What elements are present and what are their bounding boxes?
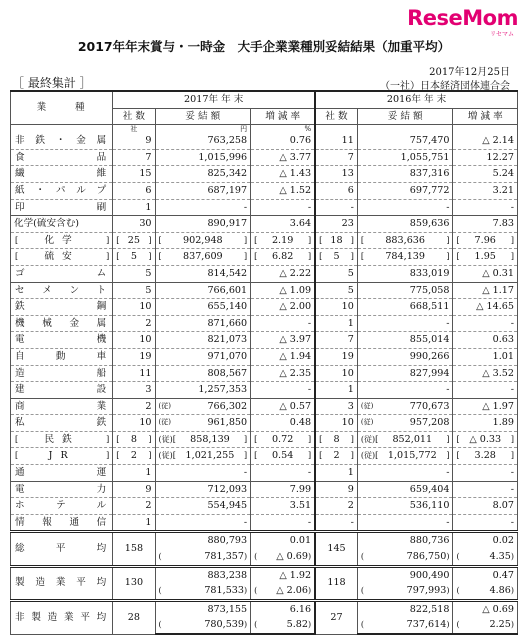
industry-name: 電機: [11, 332, 113, 349]
change-2017: 7.99: [251, 481, 315, 498]
companies-2017: [ 25 ]: [113, 232, 155, 249]
amount-2017: -: [155, 514, 251, 532]
amount-2017: [ 837,609 ]: [155, 249, 251, 266]
change-2016: 0.63: [453, 332, 518, 349]
table-row: [11, 232, 518, 249]
industry-name: 商業: [11, 398, 113, 415]
table-row: [11, 282, 518, 299]
bonus-table: [10, 90, 518, 635]
companies-2016: 3: [315, 398, 357, 415]
change-2017: -: [251, 199, 315, 216]
companies-2016: 7: [315, 332, 357, 349]
companies-2017: [ 2 ]: [113, 448, 155, 465]
companies-2016: 6: [315, 182, 357, 199]
summary-amount-2017-alt: ( 781,533): [155, 583, 251, 600]
change-2016: -: [453, 315, 518, 332]
change-2017: △ 3.77: [251, 149, 315, 166]
amount-2017: 890,917: [155, 216, 251, 233]
amount-2017: 763,258: [155, 133, 251, 149]
change-2016: △ 3.52: [453, 365, 518, 382]
companies-2016: 1: [315, 382, 357, 399]
change-2017: 3.64: [251, 216, 315, 233]
companies-2017: 1: [113, 514, 155, 532]
summary-amount-2016: 822,518: [357, 600, 453, 617]
table-row: [11, 448, 518, 465]
companies-2016: [ 5 ]: [315, 249, 357, 266]
table-row: [11, 348, 518, 365]
table-row: [11, 133, 518, 149]
summary-row: [11, 532, 518, 549]
amount-2017: (従)[ 858,139 ]: [155, 431, 251, 448]
summary-companies-2017: 158: [113, 532, 155, 566]
amount-2016: 757,470: [357, 133, 453, 149]
header-change-2017: 増 減 率: [251, 108, 315, 125]
table-row: [11, 365, 518, 382]
change-2016: [ 7.96 ]: [453, 232, 518, 249]
amount-2016: -: [357, 199, 453, 216]
table-row: [11, 398, 518, 415]
companies-2017: 30: [113, 216, 155, 233]
companies-2017: 2: [113, 498, 155, 515]
unit-row: [11, 125, 518, 134]
change-2016: 5.24: [453, 166, 518, 183]
amount-2016: 827,994: [357, 365, 453, 382]
header-row-years: [11, 91, 518, 108]
amount-2017: 971,070: [155, 348, 251, 365]
change-2017: [ 0.72 ]: [251, 431, 315, 448]
summary-name: 製造業平均: [11, 566, 113, 600]
amount-2017: -: [155, 465, 251, 482]
summary-amount-2016-alt: ( 797,993): [357, 583, 453, 600]
companies-2017: 3: [113, 382, 155, 399]
change-2017: [ 2.19 ]: [251, 232, 315, 249]
change-2016: 1.01: [453, 348, 518, 365]
companies-2016: 7: [315, 149, 357, 166]
summary-amount-2016-alt: ( 786,750): [357, 549, 453, 566]
change-2017: △ 1.09: [251, 282, 315, 299]
change-2017: 0.48: [251, 415, 315, 432]
amount-2017: 712,093: [155, 481, 251, 498]
companies-2016: 11: [315, 133, 357, 149]
amount-2016: 668,511: [357, 299, 453, 316]
summary-name: 非製造業平均: [11, 600, 113, 634]
industry-name: 繊維: [11, 166, 113, 183]
industry-name: ホテル: [11, 498, 113, 515]
summary-companies-2016: 27: [315, 600, 357, 634]
companies-2017: 5: [113, 282, 155, 299]
summary-change-2017: △ 1.92: [251, 566, 315, 583]
table-row: [11, 481, 518, 498]
change-2016: 3.21: [453, 182, 518, 199]
amount-2017: 1,257,353: [155, 382, 251, 399]
summary-change-2017: 0.01: [251, 532, 315, 549]
summary-change-2017-alt: ( △ 0.69): [251, 549, 315, 566]
table-row: [11, 182, 518, 199]
industry-name: [ 硫安 ]: [11, 249, 113, 266]
table-row: [11, 166, 518, 183]
change-2016: [ △ 0.33 ]: [453, 431, 518, 448]
change-2016: -: [453, 481, 518, 498]
summary-companies-2016: 118: [315, 566, 357, 600]
companies-2016: 1: [315, 465, 357, 482]
change-2016: △ 14.65: [453, 299, 518, 316]
industry-name: 紙・パルプ: [11, 182, 113, 199]
change-2016: △ 2.14: [453, 133, 518, 149]
industry-name: 造船: [11, 365, 113, 382]
amount-2017: 687,197: [155, 182, 251, 199]
companies-2016: 10: [315, 415, 357, 432]
table-row: [11, 332, 518, 349]
amount-2016: -: [357, 465, 453, 482]
companies-2017: 2: [113, 398, 155, 415]
table-row: [11, 431, 518, 448]
companies-2017: 6: [113, 182, 155, 199]
header-2016: 2016年 年 末: [315, 91, 517, 108]
change-2016: -: [453, 465, 518, 482]
amount-2016: 659,404: [357, 481, 453, 498]
change-2017: -: [251, 315, 315, 332]
header-companies-2016: 社 数: [315, 108, 357, 125]
industry-name: 印刷: [11, 199, 113, 216]
amount-2016: -: [357, 315, 453, 332]
companies-2016: 23: [315, 216, 357, 233]
resemom-logo-sub: リセマム: [490, 31, 514, 38]
industry-name: [ 化学 ]: [11, 232, 113, 249]
companies-2017: 10: [113, 332, 155, 349]
companies-2016: 2: [315, 498, 357, 515]
summary-change-2017-alt: ( △ 2.06): [251, 583, 315, 600]
amount-2016: [ 784,139 ]: [357, 249, 453, 266]
companies-2016: 1: [315, 315, 357, 332]
companies-2016: 5: [315, 265, 357, 282]
change-2017: △ 2.22: [251, 265, 315, 282]
amount-2016: (従) 957,208: [357, 415, 453, 432]
change-2017: △ 3.97: [251, 332, 315, 349]
summary-amount-2016: 900,490: [357, 566, 453, 583]
companies-2016: [ 8 ]: [315, 431, 357, 448]
summary-change-2016: 0.47: [453, 566, 518, 583]
companies-2017: 11: [113, 365, 155, 382]
amount-2017: 814,542: [155, 265, 251, 282]
page-title: 2017年年末賞与・一時金 大手企業業種別妥結結果（加重平均）: [77, 39, 451, 54]
summary-companies-2017: 130: [113, 566, 155, 600]
table-row: [11, 216, 518, 233]
change-2017: [ 6.82 ]: [251, 249, 315, 266]
amount-2017: 554,945: [155, 498, 251, 515]
companies-2016: [ 18 ]: [315, 232, 357, 249]
companies-2016: -: [315, 199, 357, 216]
organization-name: （一社）日本経済団体連合会: [380, 81, 510, 92]
industry-name: 電力: [11, 481, 113, 498]
change-2017: △ 1.52: [251, 182, 315, 199]
amount-2016: -: [357, 514, 453, 532]
amount-2017: -: [155, 199, 251, 216]
companies-2017: 15: [113, 166, 155, 183]
change-2016: △ 0.31: [453, 265, 518, 282]
industry-name: [ JR ]: [11, 448, 113, 465]
change-2016: 1.89: [453, 415, 518, 432]
companies-2016: 9: [315, 481, 357, 498]
summary-change-2016: △ 0.69: [453, 600, 518, 617]
change-2017: -: [251, 382, 315, 399]
change-2017: -: [251, 514, 315, 532]
summary-change-2016: 0.02: [453, 532, 518, 549]
summary-amount-2017-alt: ( 781,357): [155, 549, 251, 566]
companies-2017: 7: [113, 149, 155, 166]
change-2017: △ 2.35: [251, 365, 315, 382]
change-2017: △ 1.43: [251, 166, 315, 183]
amount-2016: 536,110: [357, 498, 453, 515]
summary-amount-2017: 873,155: [155, 600, 251, 617]
change-2017: △ 0.57: [251, 398, 315, 415]
industry-name: 私鉄: [11, 415, 113, 432]
summary-row: [11, 600, 518, 617]
change-2016: [ 1.95 ]: [453, 249, 518, 266]
table-row: [11, 498, 518, 515]
industry-name: 鉄鋼: [11, 299, 113, 316]
industry-name: 食品: [11, 149, 113, 166]
summary-companies-2016: 145: [315, 532, 357, 566]
table-row: [11, 265, 518, 282]
header-2017: 2017年 年 末: [113, 91, 315, 108]
amount-2017: 766,601: [155, 282, 251, 299]
amount-2016: 859,636: [357, 216, 453, 233]
companies-2016: 19: [315, 348, 357, 365]
amount-2016: 1,055,751: [357, 149, 453, 166]
companies-2017: 9: [113, 481, 155, 498]
table-row: [11, 514, 518, 532]
table-row: [11, 465, 518, 482]
companies-2016: 10: [315, 299, 357, 316]
amount-2016: 837,316: [357, 166, 453, 183]
table-row: [11, 382, 518, 399]
amount-2017: (従)[ 1,021,255 ]: [155, 448, 251, 465]
companies-2017: [ 8 ]: [113, 431, 155, 448]
summary-change-2016-alt: ( 2.25): [453, 617, 518, 634]
change-2017: △ 1.94: [251, 348, 315, 365]
amount-2016: [ 883,636 ]: [357, 232, 453, 249]
summary-row: [11, 566, 518, 583]
change-2016: △ 1.17: [453, 282, 518, 299]
amount-2017: (従) 961,850: [155, 415, 251, 432]
companies-2017: 10: [113, 299, 155, 316]
summary-change-2016-alt: ( 4.86): [453, 583, 518, 600]
amount-2016: 990,266: [357, 348, 453, 365]
companies-2017: 9: [113, 133, 155, 149]
summary-amount-2017: 883,238: [155, 566, 251, 583]
summary-change-2016-alt: ( 4.35): [453, 549, 518, 566]
amount-2016: (従)[ 852,011 ]: [357, 431, 453, 448]
header-amount-2017: 妥 結 額: [155, 108, 251, 125]
unit-companies: 社: [113, 125, 155, 134]
summary-companies-2017: 28: [113, 600, 155, 634]
header-amount-2016: 妥 結 額: [357, 108, 453, 125]
amount-2017: 825,342: [155, 166, 251, 183]
change-2016: △ 1.97: [453, 398, 518, 415]
table-row: [11, 315, 518, 332]
companies-2017: 19: [113, 348, 155, 365]
companies-2017: 5: [113, 265, 155, 282]
header-companies-2017: 社 数: [113, 108, 155, 125]
amount-2016: 697,772: [357, 182, 453, 199]
amount-2017: [ 902,948 ]: [155, 232, 251, 249]
summary-amount-2017-alt: ( 780,539): [155, 617, 251, 634]
change-2017: [ 0.54 ]: [251, 448, 315, 465]
companies-2016: 10: [315, 365, 357, 382]
amount-2017: (従) 766,302: [155, 398, 251, 415]
amount-2017: 808,567: [155, 365, 251, 382]
change-2016: -: [453, 514, 518, 532]
change-2016: -: [453, 382, 518, 399]
table-row: [11, 415, 518, 432]
companies-2017: 1: [113, 465, 155, 482]
companies-2017: 10: [113, 415, 155, 432]
industry-name: 建設: [11, 382, 113, 399]
summary-change-2017: 6.16: [251, 600, 315, 617]
header-change-2016: 増 減 率: [453, 108, 518, 125]
unit-yen: 円: [155, 125, 251, 134]
companies-2016: [ 2 ]: [315, 448, 357, 465]
summary-amount-2016-alt: ( 737,614): [357, 617, 453, 634]
industry-name: [ 民鉄 ]: [11, 431, 113, 448]
table-row: [11, 299, 518, 316]
companies-2017: 2: [113, 315, 155, 332]
industry-name: 通運: [11, 465, 113, 482]
companies-2016: 5: [315, 282, 357, 299]
amount-2017: 821,073: [155, 332, 251, 349]
amount-2016: -: [357, 382, 453, 399]
amount-2016: 775,058: [357, 282, 453, 299]
change-2016: 12.27: [453, 149, 518, 166]
companies-2016: 13: [315, 166, 357, 183]
unit-percent: %: [251, 125, 315, 134]
header-industry: 業 種: [11, 91, 113, 125]
amount-2017: 871,660: [155, 315, 251, 332]
summary-change-2017-alt: ( 5.82): [251, 617, 315, 634]
industry-name: ゴム: [11, 265, 113, 282]
report-date: 2017年12月25日: [429, 67, 510, 78]
change-2017: △ 2.00: [251, 299, 315, 316]
industry-name: 非鉄・金属: [11, 133, 113, 149]
change-2017: -: [251, 465, 315, 482]
change-2017: 0.76: [251, 133, 315, 149]
change-2016: 7.83: [453, 216, 518, 233]
summary-name: 総平均: [11, 532, 113, 566]
change-2016: -: [453, 199, 518, 216]
companies-2017: 1: [113, 199, 155, 216]
change-2017: 3.51: [251, 498, 315, 515]
summary-amount-2016: 880,736: [357, 532, 453, 549]
section-label: ［ 最終集計 ］: [12, 76, 92, 90]
resemom-logo: ReseMom: [407, 6, 518, 30]
amount-2016: (従)[ 1,015,772 ]: [357, 448, 453, 465]
table-row: [11, 249, 518, 266]
industry-name: 化学(硫安含む): [11, 216, 113, 233]
amount-2016: 855,014: [357, 332, 453, 349]
change-2016: 8.07: [453, 498, 518, 515]
amount-2016: 833,019: [357, 265, 453, 282]
table-row: [11, 149, 518, 166]
industry-name: 情報通信: [11, 514, 113, 532]
summary-amount-2017: 880,793: [155, 532, 251, 549]
amount-2017: 1,015,996: [155, 149, 251, 166]
industry-name: 機械金属: [11, 315, 113, 332]
companies-2017: [ 5 ]: [113, 249, 155, 266]
amount-2016: (従) 770,673: [357, 398, 453, 415]
companies-2016: -: [315, 514, 357, 532]
industry-name: 自動車: [11, 348, 113, 365]
change-2016: [ 3.28 ]: [453, 448, 518, 465]
amount-2017: 655,140: [155, 299, 251, 316]
industry-name: セメント: [11, 282, 113, 299]
table-row: [11, 199, 518, 216]
